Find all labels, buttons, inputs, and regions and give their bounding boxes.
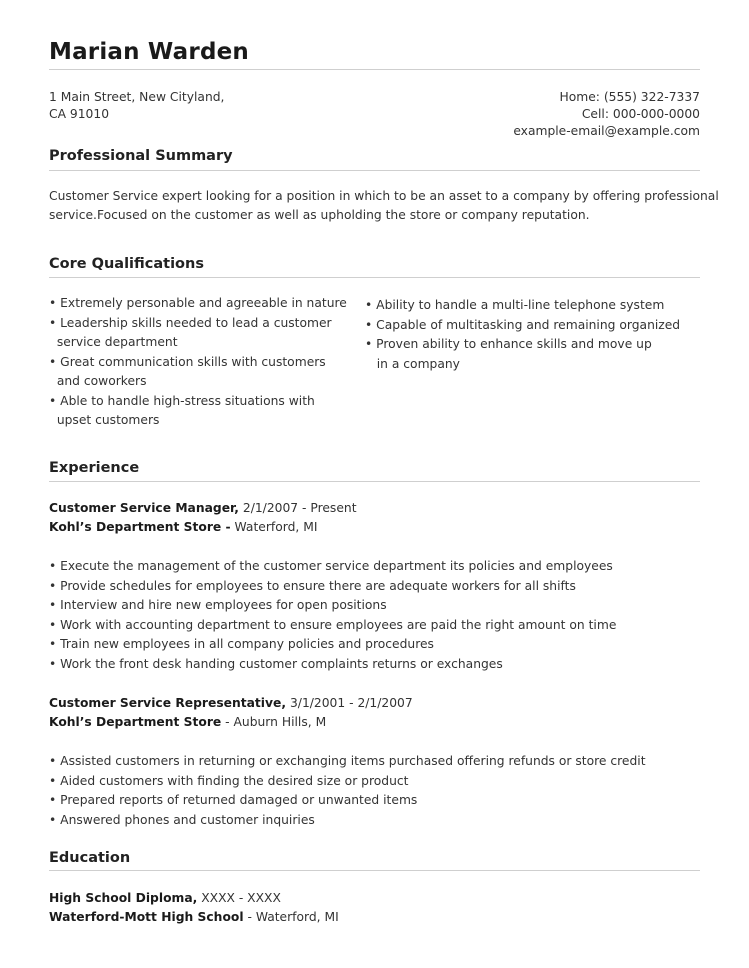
address-line-2: CA 91010 [49,107,110,121]
job-employer: Kohl’s Department Store [49,715,222,729]
job-title-line [49,501,357,515]
cell-phone: Cell: 000-000-0000 [581,107,700,121]
home-phone: Home: (555) 322-7337 [559,90,700,104]
summary-text-line-2: service.Focused on the customer as well as upholding the store or company reputation. [49,208,590,222]
education-location: - Waterford, MI [243,910,339,924]
job-title-line [49,696,413,710]
job-location: Waterford, MI [230,520,318,534]
job-dates: 2/1/2007 - Present [238,501,357,515]
job-duty-item: • Interview and hire new employees for open positions [49,598,387,612]
email-address: example-email@example.com [513,124,700,138]
job-role: Customer Service Manager, [49,501,239,515]
education-degree-line [49,891,281,905]
job-employer: Kohl’s Department Store - [49,520,231,534]
education-divider [49,870,700,871]
address-line-1: 1 Main Street, New Cityland, [49,90,225,104]
qualification-item: • Able to handle high-stress situations with [49,394,315,408]
job-duty-item: • Prepared reports of returned damaged or unwanted items [49,793,418,807]
education-school: Waterford-Mott High School [49,910,244,924]
qualification-item: • Proven ability to enhance skills and move up [365,337,652,351]
qualification-item: • Capable of multitasking and remaining organized [365,318,681,332]
header-divider [49,69,700,70]
qualifications-divider [49,277,700,278]
education-dates: XXXX - XXXX [197,891,281,905]
qualification-item-continued: service department [49,335,178,349]
qualification-item: • Extremely personable and agreeable in nature [49,296,347,310]
summary-divider [49,170,700,171]
section-title-summary: Professional Summary [49,148,233,164]
candidate-name: Marian Warden [49,39,249,65]
qualification-item: • Great communication skills with customers [49,355,326,369]
job-duty-item: • Answered phones and customer inquiries [49,813,315,827]
section-title-qualifications: Core Qualifications [49,256,204,272]
job-location: - Auburn Hills, M [221,715,327,729]
job-dates: 3/1/2001 - 2/1/2007 [286,696,413,710]
summary-text-line-1: Customer Service expert looking for a position in which to be an asset to a company by offering professional [49,189,719,203]
qualification-item-continued: in a company [365,357,460,371]
job-employer-line [49,715,326,729]
experience-divider [49,481,700,482]
job-duty-item: • Train new employees in all company policies and procedures [49,637,434,651]
job-duty-item: • Assisted customers in returning or exchanging items purchased offering refunds or store credit [49,754,646,768]
job-duty-item: • Work the front desk handing customer complaints returns or exchanges [49,657,503,671]
job-duty-item: • Aided customers with finding the desired size or product [49,774,409,788]
job-duty-item: • Execute the management of the customer service department its policies and employees [49,559,613,573]
section-title-education: Education [49,850,131,866]
section-title-experience: Experience [49,460,140,476]
job-employer-line [49,520,317,534]
job-duty-item: • Provide schedules for employees to ensure there are adequate workers for all shifts [49,579,576,593]
qualification-item: • Leadership skills needed to lead a customer [49,316,332,330]
job-duty-item: • Work with accounting department to ensure employees are paid the right amount on time [49,618,617,632]
education-school-line [49,910,339,924]
qualification-item: • Ability to handle a multi-line telephone system [365,298,665,312]
qualification-item-continued: upset customers [49,413,160,427]
qualification-item-continued: and coworkers [49,374,147,388]
education-degree: High School Diploma, [49,891,198,905]
job-role: Customer Service Representative, [49,696,287,710]
